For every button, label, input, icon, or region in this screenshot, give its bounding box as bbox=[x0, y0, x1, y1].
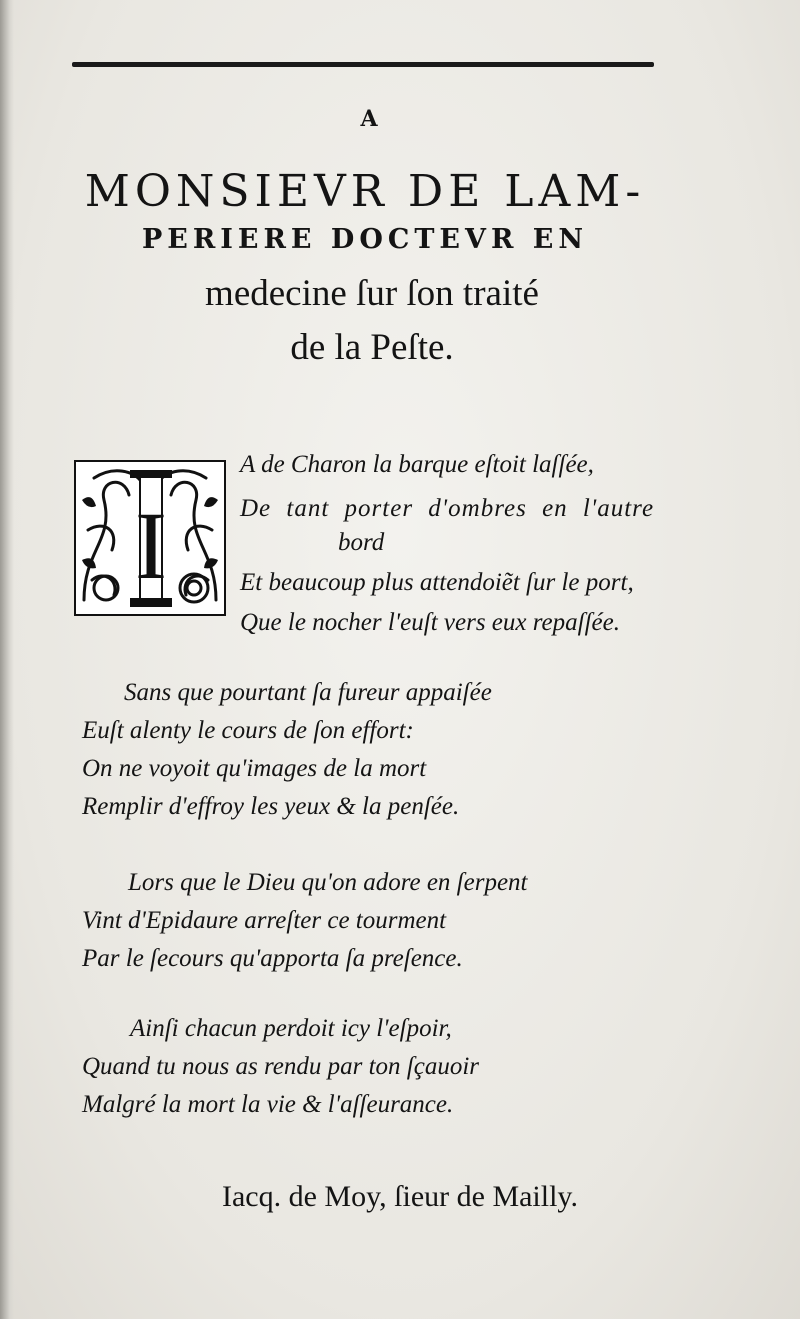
verse-line: bord bbox=[338, 529, 385, 556]
verse-line: Par le ſecours qu'apporta ſa preſence. bbox=[82, 945, 463, 972]
author-signature: Iacq. de Moy, ſieur de Mailly. bbox=[221, 1180, 578, 1213]
verse-line: Malgré la mort la vie & l'aſſeurance. bbox=[82, 1091, 454, 1118]
header-rule bbox=[72, 62, 654, 67]
verse-line: Lors que le Dieu qu'on adore en ſerpent bbox=[128, 869, 528, 896]
verse-line: Sans que pourtant ſa fureur appaiſée bbox=[124, 679, 492, 706]
verse-line: De tant porter d'ombres en l'autre bbox=[240, 495, 655, 522]
verse-line: Et beaucoup plus attendoiẽt ſur le port, bbox=[240, 569, 634, 596]
heading-line-3: medecine ſur ſon traité bbox=[205, 273, 539, 314]
verse-line: Euſt alenty le cours de ſon effort: bbox=[82, 717, 414, 744]
verse-line: Que le nocher l'euſt vers eux repaſſée. bbox=[240, 609, 620, 636]
heading-line-2: PERIERE DOCTEVR EN bbox=[141, 224, 589, 255]
verse-line: Remplir d'effroy les yeux & la penſée. bbox=[82, 793, 460, 820]
heading-line-a: A bbox=[360, 106, 380, 132]
decorated-initial-icon bbox=[74, 460, 226, 616]
verse-line: Quand tu nous as rendu par ton ſçauoir bbox=[82, 1053, 479, 1080]
verse-line: On ne voyoit qu'images de la mort bbox=[82, 755, 427, 782]
initial-letter: I bbox=[135, 492, 167, 599]
heading-line-1: MONSIEVR DE LAM- bbox=[84, 166, 646, 217]
verse-line: Vint d'Epidaure arreſter ce tourment bbox=[82, 907, 447, 934]
heading-line-4: de la Peſte. bbox=[290, 327, 454, 368]
verse-line: Ainſi chacun perdoit icy l'eſpoir, bbox=[130, 1015, 452, 1042]
verse-line: A de Charon la barque eſtoit laſſée, bbox=[240, 451, 594, 478]
